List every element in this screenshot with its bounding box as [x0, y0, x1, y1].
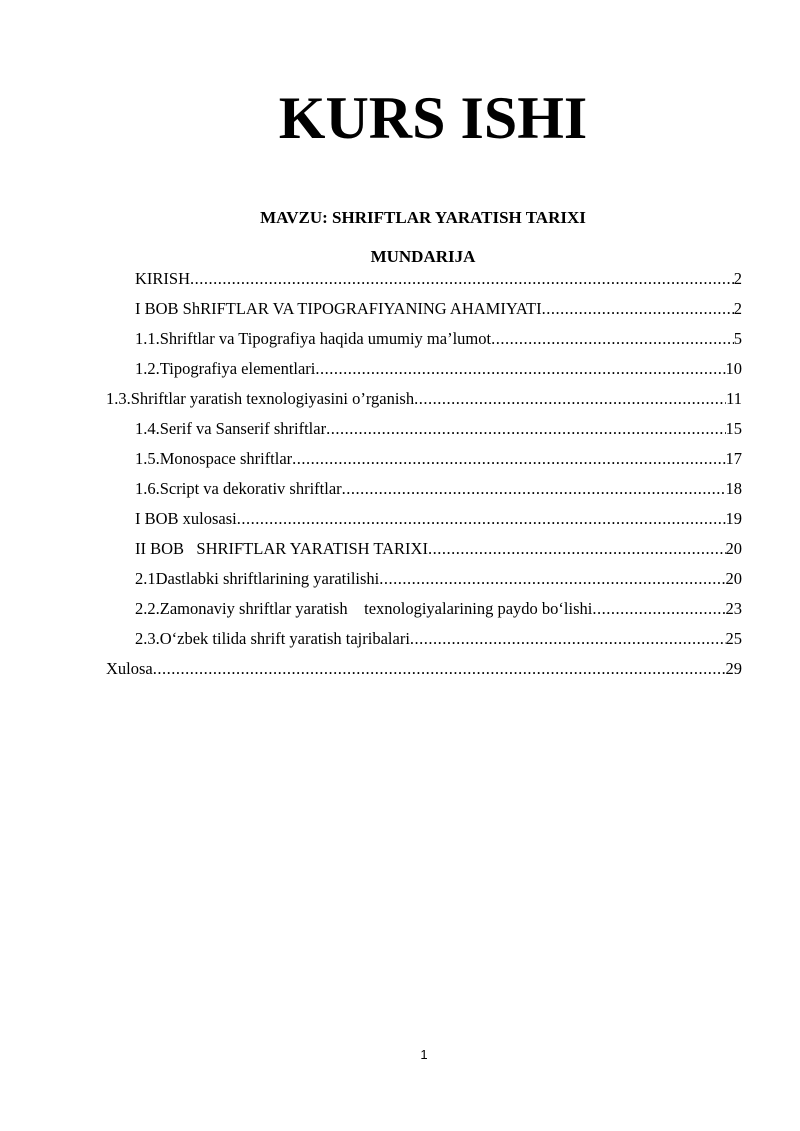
toc-leader-dots [428, 538, 726, 560]
toc-entry-page: 19 [725, 509, 742, 528]
toc-entry-page: 20 [725, 569, 742, 588]
toc-entry-label: 2.2.Zamonaviy shriftlar yaratish texnologiyalarining paydo bo‘lishi [135, 599, 593, 618]
toc-entry-page: 2 [733, 269, 742, 288]
toc-heading: MUNDARIJA [370, 247, 476, 266]
toc-leader-dots [491, 328, 734, 350]
toc-leader-dots [342, 478, 726, 500]
toc-entry-label: KIRISH [135, 269, 191, 288]
toc-entry [135, 628, 742, 650]
toc-entry-page: 20 [725, 539, 742, 558]
toc-entry [135, 478, 742, 500]
toc-entry-label: 1.4.Serif va Sanserif shriftlar [135, 419, 327, 438]
toc-entry [135, 328, 742, 350]
toc-leader-dots [414, 388, 726, 410]
toc-entry-label: I BOB ShRIFTLAR VA TIPOGRAFIYANING AHAMIYATI [135, 299, 542, 318]
toc-entry-page: 10 [725, 359, 742, 378]
toc-entry-label: 1.2.Tipografiya elementlari [135, 359, 316, 378]
toc-entry-page: 17 [725, 449, 742, 468]
toc-leader-dots [153, 658, 726, 680]
toc-leader-dots [542, 298, 734, 320]
toc-entry [106, 388, 742, 410]
document-subject: MAVZU: SHRIFTLAR YARATISH TARIXI [260, 208, 586, 227]
toc-entry-label: I BOB xulosasi [135, 509, 237, 528]
toc-entry-label: 1.5.Monospace shriftlar [135, 449, 293, 468]
toc-leader-dots [410, 628, 726, 650]
toc-entry-page: 5 [733, 329, 742, 348]
toc-entry [135, 598, 742, 620]
toc-entry-label: Xulosa [106, 659, 153, 678]
toc-entry-page: 25 [725, 629, 742, 648]
toc-leader-dots [379, 568, 725, 590]
toc-entry-page: 18 [725, 479, 742, 498]
toc-entry [135, 268, 742, 290]
toc-leader-dots [592, 598, 725, 620]
toc-entry-page: 23 [725, 599, 742, 618]
toc-entry-label: II BOB SHRIFTLAR YARATISH TARIXI [135, 539, 428, 558]
toc-entry-label: 2.3.O‘zbek tilida shrift yaratish tajribalari [135, 629, 410, 648]
toc-entry [106, 658, 742, 680]
table-of-contents [0, 268, 800, 688]
toc-entry-label: 2.1Dastlabki shriftlarining yaratilishi [135, 569, 380, 588]
toc-entry [135, 358, 742, 380]
toc-leader-dots [190, 268, 734, 290]
toc-entry-page: 11 [726, 389, 742, 408]
toc-entry-page: 15 [725, 419, 742, 438]
toc-entry [135, 448, 742, 470]
toc-leader-dots [237, 508, 726, 530]
toc-entry [135, 538, 742, 560]
toc-leader-dots [326, 418, 725, 440]
toc-entry-label: 1.6.Script va dekorativ shriftlar [135, 479, 342, 498]
toc-entry [135, 568, 742, 590]
toc-entry [135, 298, 742, 320]
document-title: KURS ISHI [278, 85, 588, 151]
toc-leader-dots [315, 358, 725, 380]
toc-entry-page: 2 [733, 299, 742, 318]
toc-entry [135, 508, 742, 530]
toc-entry-label: 1.1.Shriftlar va Tipografiya haqida umumiy ma’lumot [135, 329, 492, 348]
page-number: 1 [420, 1047, 428, 1062]
toc-entry [135, 418, 742, 440]
toc-entry-label: 1.3.Shriftlar yaratish texnologiyasini o’rganish [106, 389, 415, 408]
toc-leader-dots [292, 448, 725, 470]
toc-entry-page: 29 [725, 659, 742, 678]
